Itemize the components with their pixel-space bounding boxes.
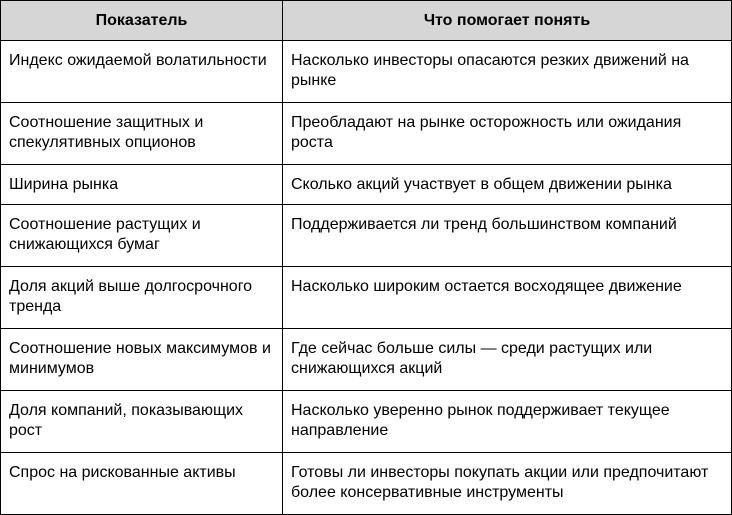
indicator-cell: Соотношение растущих и снижающихся бумаг <box>1 205 283 267</box>
meaning-cell: Где сейчас больше силы — среди растущих или снижающихся акций <box>283 329 732 391</box>
meaning-cell: Готовы ли инвесторы покупать акции или предпочитают более консервативные инструменты <box>283 453 732 515</box>
meaning-cell: Насколько широким остается восходящее движение <box>283 267 732 329</box>
table-row <box>1 41 732 103</box>
indicator-cell: Соотношение защитных и спекулятивных опционов <box>1 103 283 165</box>
table-row <box>1 267 732 329</box>
indicator-cell: Соотношение новых максимумов и минимумов <box>1 329 283 391</box>
table-header-row <box>1 1 732 41</box>
meaning-cell: Насколько инвесторы опасаются резких движений на рынке <box>283 41 732 103</box>
table-row <box>1 329 732 391</box>
indicator-cell: Доля компаний, показывающих рост <box>1 391 283 453</box>
table-row <box>1 103 732 165</box>
table-row <box>1 453 732 515</box>
indicator-cell: Доля акций выше долгосрочного тренда <box>1 267 283 329</box>
meaning-cell: Сколько акций участвует в общем движении рынка <box>283 165 732 205</box>
indicator-cell: Ширина рынка <box>1 165 283 205</box>
meaning-cell: Преобладают на рынке осторожность или ожидания роста <box>283 103 732 165</box>
table-row <box>1 165 732 205</box>
indicator-cell: Спрос на рискованные активы <box>1 453 283 515</box>
indicator-cell: Индекс ожидаемой волатильности <box>1 41 283 103</box>
meaning-cell: Насколько уверенно рынок поддерживает текущее направление <box>283 391 732 453</box>
table-row <box>1 391 732 453</box>
table-row <box>1 205 732 267</box>
column-header-indicator: Показатель <box>1 1 283 41</box>
column-header-meaning: Что помогает понять <box>283 1 732 41</box>
meaning-cell: Поддерживается ли тренд большинством компаний <box>283 205 732 267</box>
